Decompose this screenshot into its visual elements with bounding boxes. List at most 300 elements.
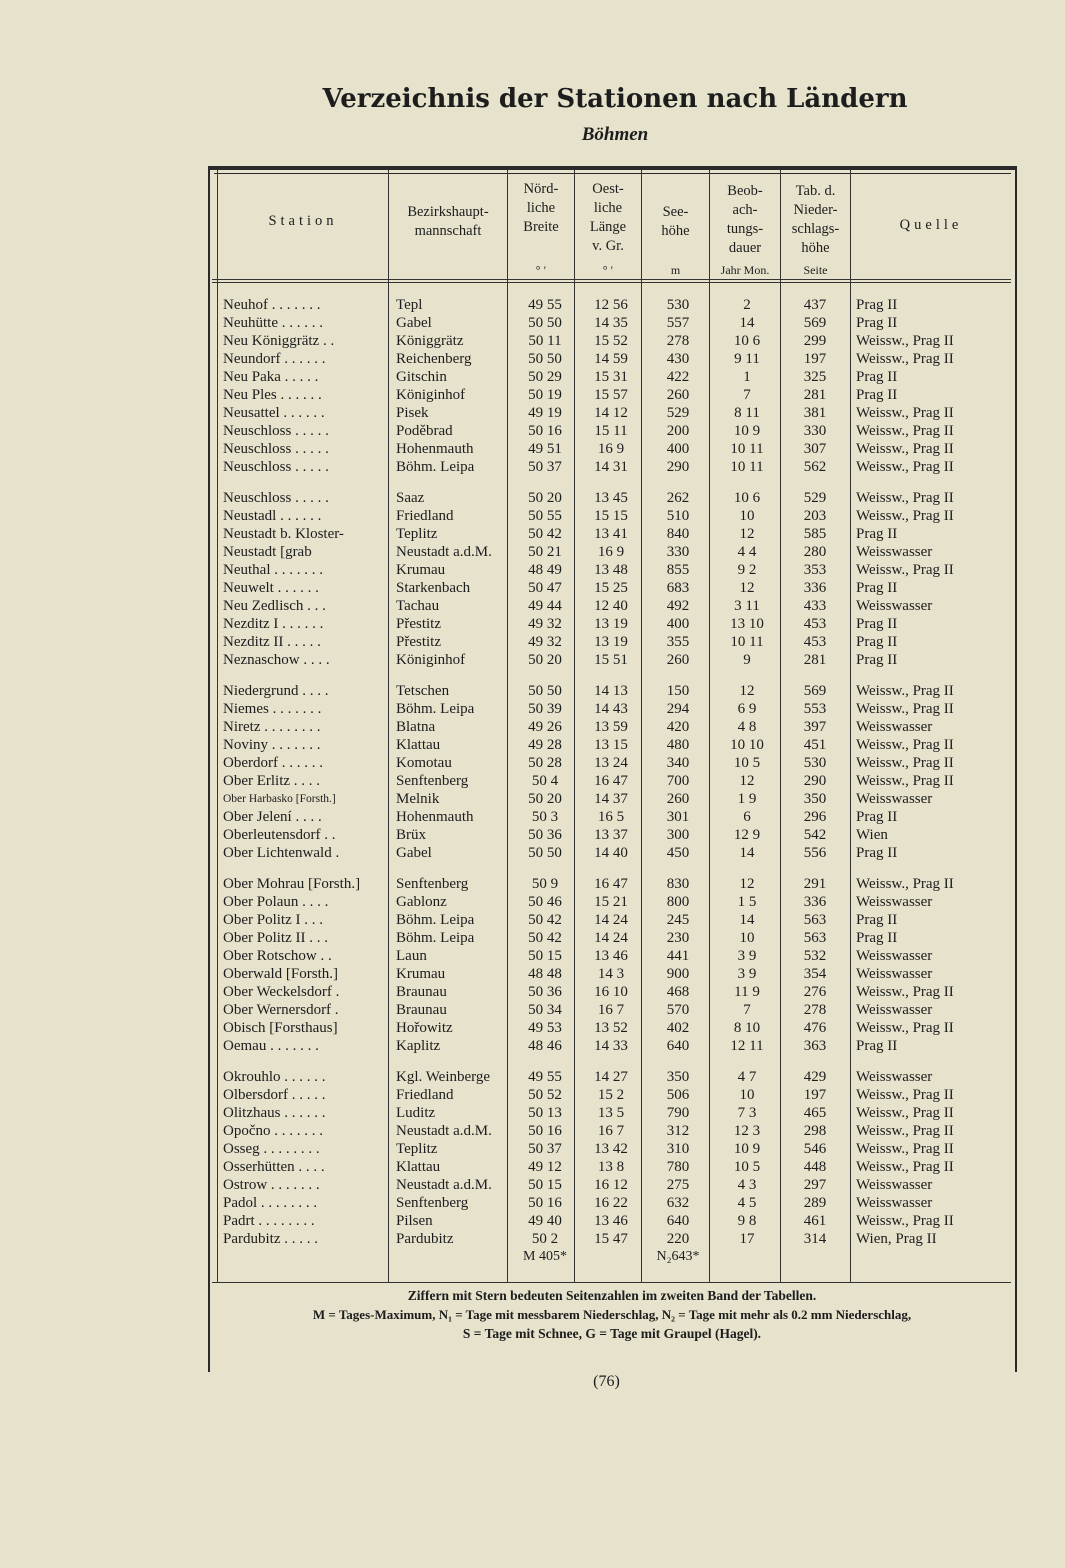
latitude: 50 36 — [528, 827, 562, 843]
station-name: Neuschloss . . . . . — [223, 441, 329, 457]
source: Wien, Prag II — [856, 1231, 937, 1247]
table-row — [212, 386, 1012, 404]
elevation: 245 — [666, 912, 690, 928]
longitude: 16 9 — [597, 544, 625, 560]
elevation: 530 — [666, 297, 690, 313]
latitude: 50 47 — [528, 580, 562, 596]
latitude: 49 12 — [528, 1159, 562, 1175]
longitude: 13 52 — [594, 1020, 628, 1036]
observation-duration: 10 11 — [730, 441, 764, 457]
latitude: 50 50 — [528, 845, 562, 861]
source: Prag II — [856, 616, 898, 632]
longitude: 16 12 — [594, 1177, 628, 1193]
longitude: 13 37 — [594, 827, 628, 843]
bezirk-name: Reichenberg — [396, 351, 472, 367]
station-name: Niretz . . . . . . . . — [223, 719, 321, 735]
source: Weissw., Prag II — [856, 737, 954, 753]
station-name: Neu Königgrätz . . — [223, 333, 335, 349]
longitude: 16 9 — [597, 441, 625, 457]
source: Weissw., Prag II — [856, 490, 954, 506]
table-row — [212, 1212, 1012, 1230]
longitude: 16 47 — [594, 876, 628, 892]
bezirk-name: Luditz — [396, 1105, 436, 1121]
table-row — [212, 947, 1012, 965]
observation-duration: 9 2 — [737, 562, 757, 578]
observation-duration: 10 6 — [733, 333, 761, 349]
longitude: 16 10 — [594, 984, 628, 1000]
source: Weissw., Prag II — [856, 1123, 954, 1139]
source: Weissw., Prag II — [856, 423, 954, 439]
station-name: Neustadl . . . . . . — [223, 508, 322, 524]
latitude: 50 36 — [528, 984, 562, 1000]
bezirk-name: Laun — [396, 948, 427, 964]
station-name: Neustadt [grab — [223, 544, 312, 560]
table-page: 307 — [803, 441, 827, 457]
elevation: 840 — [666, 526, 690, 542]
source: Prag II — [856, 1038, 898, 1054]
longitude: 14 12 — [594, 405, 628, 421]
table-row — [212, 1104, 1012, 1122]
table-row — [212, 507, 1012, 525]
latitude: 50 20 — [528, 652, 562, 668]
elevation: 632 — [666, 1195, 690, 1211]
observation-duration: 10 9 — [733, 423, 761, 439]
bezirk-name: Böhm. Leipa — [396, 930, 475, 946]
bezirk-name: Přestitz — [396, 634, 441, 650]
source: Weissw., Prag II — [856, 562, 954, 578]
source: Weissw., Prag II — [856, 876, 954, 892]
bezirk-name: Königinhof — [396, 652, 466, 668]
observation-duration: 14 — [739, 315, 755, 331]
longitude: 13 41 — [594, 526, 628, 542]
table-row — [212, 1194, 1012, 1212]
elevation: 683 — [666, 580, 690, 596]
table-row — [212, 597, 1012, 615]
unit-dauer: Jahr Mon. — [720, 263, 770, 277]
elevation: 350 — [666, 1069, 690, 1085]
table-page: 448 — [803, 1159, 827, 1175]
source: Weissw., Prag II — [856, 1159, 954, 1175]
source: Weissw., Prag II — [856, 1087, 954, 1103]
table-page: 532 — [803, 948, 827, 964]
footnote-line: S = Tage mit Schnee, G = Tage mit Graupel (Hagel). — [462, 1326, 762, 1341]
observation-duration: 4 7 — [737, 1069, 757, 1085]
source: Weissw., Prag II — [856, 683, 954, 699]
max-daily-value: M 405* — [523, 1249, 567, 1264]
table-page: 281 — [803, 387, 827, 403]
source: Weissw., Prag II — [856, 508, 954, 524]
longitude: 15 31 — [594, 369, 628, 385]
station-name: Olitzhaus . . . . . . — [223, 1105, 326, 1121]
station-name: Niedergrund . . . . — [223, 683, 329, 699]
elevation: 262 — [666, 490, 690, 506]
table-row — [212, 404, 1012, 422]
table-row — [212, 440, 1012, 458]
table-bottom-rule — [212, 1282, 1011, 1283]
station-name: Oemau . . . . . . . — [223, 1038, 319, 1054]
table-page: 529 — [803, 490, 827, 506]
longitude: 16 22 — [594, 1195, 628, 1211]
table-page: 562 — [803, 459, 827, 475]
elevation: 900 — [666, 966, 690, 982]
station-name: Padrt . . . . . . . . — [223, 1213, 315, 1229]
observation-duration: 10 9 — [733, 1141, 761, 1157]
observation-duration: 12 — [739, 773, 755, 789]
source: Prag II — [856, 580, 898, 596]
source: Weissw., Prag II — [856, 459, 954, 475]
table-page: 291 — [803, 876, 827, 892]
table-page: 280 — [803, 544, 827, 560]
observation-duration: 8 11 — [734, 405, 760, 421]
header-dauer-line: Beob- — [727, 183, 763, 199]
table-page: 354 — [803, 966, 827, 982]
table-row — [212, 718, 1012, 736]
station-name: Nezditz I . . . . . . — [223, 616, 324, 632]
table-row — [212, 1158, 1012, 1176]
table-page: 350 — [803, 791, 827, 807]
table-row — [212, 633, 1012, 651]
table-page: 197 — [803, 351, 827, 367]
observation-duration: 12 — [739, 580, 755, 596]
station-name: Neu Ples . . . . . . — [223, 387, 322, 403]
header-rule — [212, 282, 1011, 283]
header-seehoehe-line: See- — [662, 204, 689, 220]
table-page: 553 — [803, 701, 827, 717]
source: Weissw., Prag II — [856, 755, 954, 771]
source: Prag II — [856, 652, 898, 668]
station-name: Ober Polaun . . . . — [223, 894, 329, 910]
source: Weissw., Prag II — [856, 351, 954, 367]
station-name: Oberleutensdorf . . — [223, 827, 336, 843]
longitude: 12 56 — [594, 297, 628, 313]
table-row — [212, 983, 1012, 1001]
table-page: 336 — [803, 580, 827, 596]
elevation: 220 — [666, 1231, 690, 1247]
source: Weisswasser — [856, 598, 933, 614]
header-tab — [781, 182, 850, 258]
observation-duration: 10 — [739, 930, 755, 946]
table-row — [212, 1068, 1012, 1086]
table-page: 433 — [803, 598, 827, 614]
latitude: 50 2 — [531, 1231, 559, 1247]
latitude: 50 28 — [528, 755, 562, 771]
bezirk-name: Hohenmauth — [396, 809, 474, 825]
table-row — [212, 1019, 1012, 1037]
header-bezirk-line: mannschaft — [414, 223, 482, 239]
station-name: Ober Rotschow . . — [223, 948, 332, 964]
header-dauer-line: dauer — [728, 240, 762, 256]
bezirk-name: Klattau — [396, 1159, 441, 1175]
latitude: 49 19 — [528, 405, 562, 421]
table-row — [212, 314, 1012, 332]
latitude: 49 32 — [528, 634, 562, 650]
header-station: Station — [268, 213, 338, 229]
table-row — [212, 826, 1012, 844]
latitude: 50 37 — [528, 1141, 562, 1157]
footnote-line: Ziffern mit Stern bedeuten Seitenzahlen im zweiten Band der Tabellen. — [407, 1288, 817, 1303]
bezirk-name: Gitschin — [396, 369, 447, 385]
header-laenge — [575, 180, 641, 256]
longitude: 15 15 — [594, 508, 628, 524]
table-page: 585 — [803, 526, 827, 542]
latitude: 49 51 — [528, 441, 562, 457]
table-row — [212, 615, 1012, 633]
page-title: Verzeichnis der Stationen nach Ländern — [322, 84, 908, 114]
longitude: 13 19 — [594, 634, 628, 650]
observation-duration: 14 — [739, 845, 755, 861]
source: Prag II — [856, 387, 898, 403]
latitude: 50 34 — [528, 1002, 562, 1018]
source: Weissw., Prag II — [856, 984, 954, 1000]
source: Weissw., Prag II — [856, 333, 954, 349]
latitude: 49 32 — [528, 616, 562, 632]
bezirk-name: Klattau — [396, 737, 441, 753]
station-name: Neuhof . . . . . . . — [223, 297, 321, 313]
bezirk-name: Pardubitz — [396, 1231, 454, 1247]
observation-duration: 12 — [739, 526, 755, 542]
longitude: 13 15 — [594, 737, 628, 753]
table-page: 429 — [803, 1069, 827, 1085]
elevation: 450 — [666, 845, 690, 861]
station-name: Neuschloss . . . . . — [223, 459, 329, 475]
bezirk-name: Přestitz — [396, 616, 441, 632]
source: Prag II — [856, 912, 898, 928]
table-row — [212, 1176, 1012, 1194]
unit-seehoehe: m — [670, 263, 681, 277]
longitude: 12 40 — [594, 598, 628, 614]
station-name: Neu Paka . . . . . — [223, 369, 319, 385]
longitude: 14 59 — [594, 351, 628, 367]
station-name: Niemes . . . . . . . — [223, 701, 322, 717]
observation-duration: 7 3 — [737, 1105, 757, 1121]
header-bezirk-line: Bezirkshaupt- — [407, 204, 489, 220]
station-name: Neustadt b. Kloster- — [223, 526, 344, 542]
observation-duration: 12 9 — [733, 827, 761, 843]
longitude: 13 8 — [597, 1159, 625, 1175]
observation-duration: 10 10 — [730, 737, 764, 753]
table-page: 289 — [803, 1195, 827, 1211]
table-row — [212, 1122, 1012, 1140]
source: Weisswasser — [856, 719, 933, 735]
bezirk-name: Braunau — [396, 984, 447, 1000]
longitude: 16 5 — [597, 809, 625, 825]
longitude: 15 51 — [594, 652, 628, 668]
latitude: 50 55 — [528, 508, 562, 524]
table-row — [212, 893, 1012, 911]
table-row — [212, 332, 1012, 350]
source: Weissw., Prag II — [856, 1141, 954, 1157]
station-name: Ober Jelení . . . . — [223, 809, 322, 825]
source: Prag II — [856, 845, 898, 861]
station-name: Osseg . . . . . . . . — [223, 1141, 320, 1157]
elevation: 330 — [666, 544, 690, 560]
table-page: 569 — [803, 683, 827, 699]
observation-duration: 9 — [743, 652, 751, 668]
header-breite-line: Breite — [523, 219, 559, 235]
source: Wien — [856, 827, 888, 843]
bezirk-name: Böhm. Leipa — [396, 459, 475, 475]
header-tab-line: Nieder- — [793, 202, 838, 218]
bezirk-name: Braunau — [396, 1002, 447, 1018]
elevation: 300 — [666, 827, 690, 843]
elevation: 855 — [666, 562, 690, 578]
longitude: 14 3 — [597, 966, 625, 982]
latitude: 50 42 — [528, 930, 562, 946]
latitude: 50 46 — [528, 894, 562, 910]
elevation: 310 — [666, 1141, 690, 1157]
observation-duration: 11 9 — [734, 984, 760, 1000]
bezirk-name: Hohenmauth — [396, 441, 474, 457]
latitude: 49 40 — [528, 1213, 562, 1229]
longitude: 14 31 — [594, 459, 628, 475]
observation-duration: 12 — [739, 876, 755, 892]
latitude: 50 16 — [528, 423, 562, 439]
observation-duration: 10 5 — [733, 755, 761, 771]
table-page: 453 — [803, 634, 827, 650]
table-page: 336 — [803, 894, 827, 910]
longitude: 14 40 — [594, 845, 628, 861]
days-value: N₂643* — [656, 1249, 700, 1264]
latitude: 49 28 — [528, 737, 562, 753]
station-name: Ober Lichtenwald . — [223, 845, 340, 861]
longitude: 14 27 — [594, 1069, 628, 1085]
table-page: 353 — [803, 562, 827, 578]
latitude: 50 52 — [528, 1087, 562, 1103]
source: Weisswasser — [856, 1195, 933, 1211]
bezirk-name: Poděbrad — [396, 423, 453, 439]
longitude: 16 7 — [597, 1002, 625, 1018]
station-name: Okrouhlo . . . . . . — [223, 1069, 326, 1085]
table-row — [212, 525, 1012, 543]
station-name: Ober Mohrau [Forsth.] — [223, 876, 361, 892]
header-laenge-line: liche — [593, 200, 623, 216]
latitude: 50 16 — [528, 1123, 562, 1139]
elevation: 430 — [666, 351, 690, 367]
observation-duration: 10 — [739, 1087, 755, 1103]
latitude: 50 50 — [528, 315, 562, 331]
header-laenge-line: Oest- — [592, 181, 624, 197]
station-name: Neuhütte . . . . . . — [223, 315, 323, 331]
table-page: 325 — [803, 369, 827, 385]
source: Prag II — [856, 297, 898, 313]
header-breite-line: Nörd- — [523, 181, 559, 197]
elevation: 150 — [666, 683, 690, 699]
observation-duration: 9 11 — [734, 351, 760, 367]
source: Weisswasser — [856, 894, 933, 910]
longitude: 16 47 — [594, 773, 628, 789]
observation-duration: 9 8 — [737, 1213, 757, 1229]
elevation: 529 — [666, 405, 690, 421]
station-name: Oberdorf . . . . . . — [223, 755, 323, 771]
table-page: 476 — [803, 1020, 827, 1036]
elevation: 506 — [666, 1087, 690, 1103]
station-name: Ober Erlitz . . . . — [223, 773, 321, 789]
header-bezirk — [389, 203, 507, 241]
table-page: 330 — [803, 423, 827, 439]
stations-table — [212, 296, 1012, 1266]
table-page: 281 — [803, 652, 827, 668]
elevation: 510 — [666, 508, 690, 524]
table-row — [212, 911, 1012, 929]
table-page: 461 — [803, 1213, 827, 1229]
observation-duration: 4 5 — [737, 1195, 757, 1211]
source: Prag II — [856, 634, 898, 650]
longitude: 14 13 — [594, 683, 628, 699]
longitude: 14 24 — [594, 912, 628, 928]
source: Weissw., Prag II — [856, 1213, 954, 1229]
table-row — [212, 790, 1012, 808]
bezirk-name: Saaz — [396, 490, 425, 506]
bezirk-name: Tepl — [396, 297, 423, 313]
table-row — [212, 700, 1012, 718]
elevation: 790 — [666, 1105, 690, 1121]
observation-duration: 12 11 — [730, 1038, 764, 1054]
source: Weisswasser — [856, 544, 933, 560]
elevation: 557 — [666, 315, 690, 331]
source: Prag II — [856, 526, 898, 542]
bezirk-name: Melnik — [396, 791, 440, 807]
elevation: 400 — [666, 616, 690, 632]
elevation: 290 — [666, 459, 690, 475]
latitude: 50 15 — [528, 948, 562, 964]
longitude: 14 35 — [594, 315, 628, 331]
unit-breite: ° ′ — [535, 263, 547, 277]
table-page: 542 — [803, 827, 827, 843]
station-name: Oberwald [Forsth.] — [223, 966, 338, 982]
bezirk-name: Brüx — [396, 827, 426, 843]
observation-duration: 6 — [743, 809, 751, 825]
unit-tab: Seite — [803, 263, 828, 277]
table-page: 298 — [803, 1123, 827, 1139]
source: Prag II — [856, 930, 898, 946]
latitude: 50 13 — [528, 1105, 562, 1121]
elevation: 640 — [666, 1038, 690, 1054]
header-rule — [212, 279, 1011, 280]
latitude: 49 26 — [528, 719, 562, 735]
table-row — [212, 965, 1012, 983]
latitude: 49 55 — [528, 297, 562, 313]
elevation: 260 — [666, 652, 690, 668]
table-page: 297 — [803, 1177, 827, 1193]
longitude: 15 47 — [594, 1231, 628, 1247]
observation-duration: 10 11 — [730, 634, 764, 650]
table-row — [212, 682, 1012, 700]
bezirk-name: Gabel — [396, 315, 432, 331]
table-row — [212, 489, 1012, 507]
station-name: Osserhütten . . . . — [223, 1159, 325, 1175]
elevation: 830 — [666, 876, 690, 892]
longitude: 14 43 — [594, 701, 628, 717]
source: Weissw., Prag II — [856, 773, 954, 789]
elevation: 570 — [666, 1002, 690, 1018]
bezirk-name: Senftenberg — [396, 1195, 469, 1211]
longitude: 13 19 — [594, 616, 628, 632]
bezirk-name: Friedland — [396, 1087, 454, 1103]
bezirk-name: Teplitz — [396, 526, 438, 542]
table-row — [212, 929, 1012, 947]
source: Weisswasser — [856, 1002, 933, 1018]
table-row — [212, 543, 1012, 561]
longitude: 13 46 — [594, 948, 628, 964]
header-dauer-line: ach- — [732, 202, 758, 218]
station-name: Neznaschow . . . . — [223, 652, 330, 668]
header-seehoehe-line: höhe — [661, 223, 690, 239]
station-name: Neundorf . . . . . . — [223, 351, 326, 367]
elevation: 312 — [666, 1123, 690, 1139]
latitude: 50 16 — [528, 1195, 562, 1211]
table-row — [212, 1001, 1012, 1019]
bezirk-name: Königgrätz — [396, 333, 464, 349]
